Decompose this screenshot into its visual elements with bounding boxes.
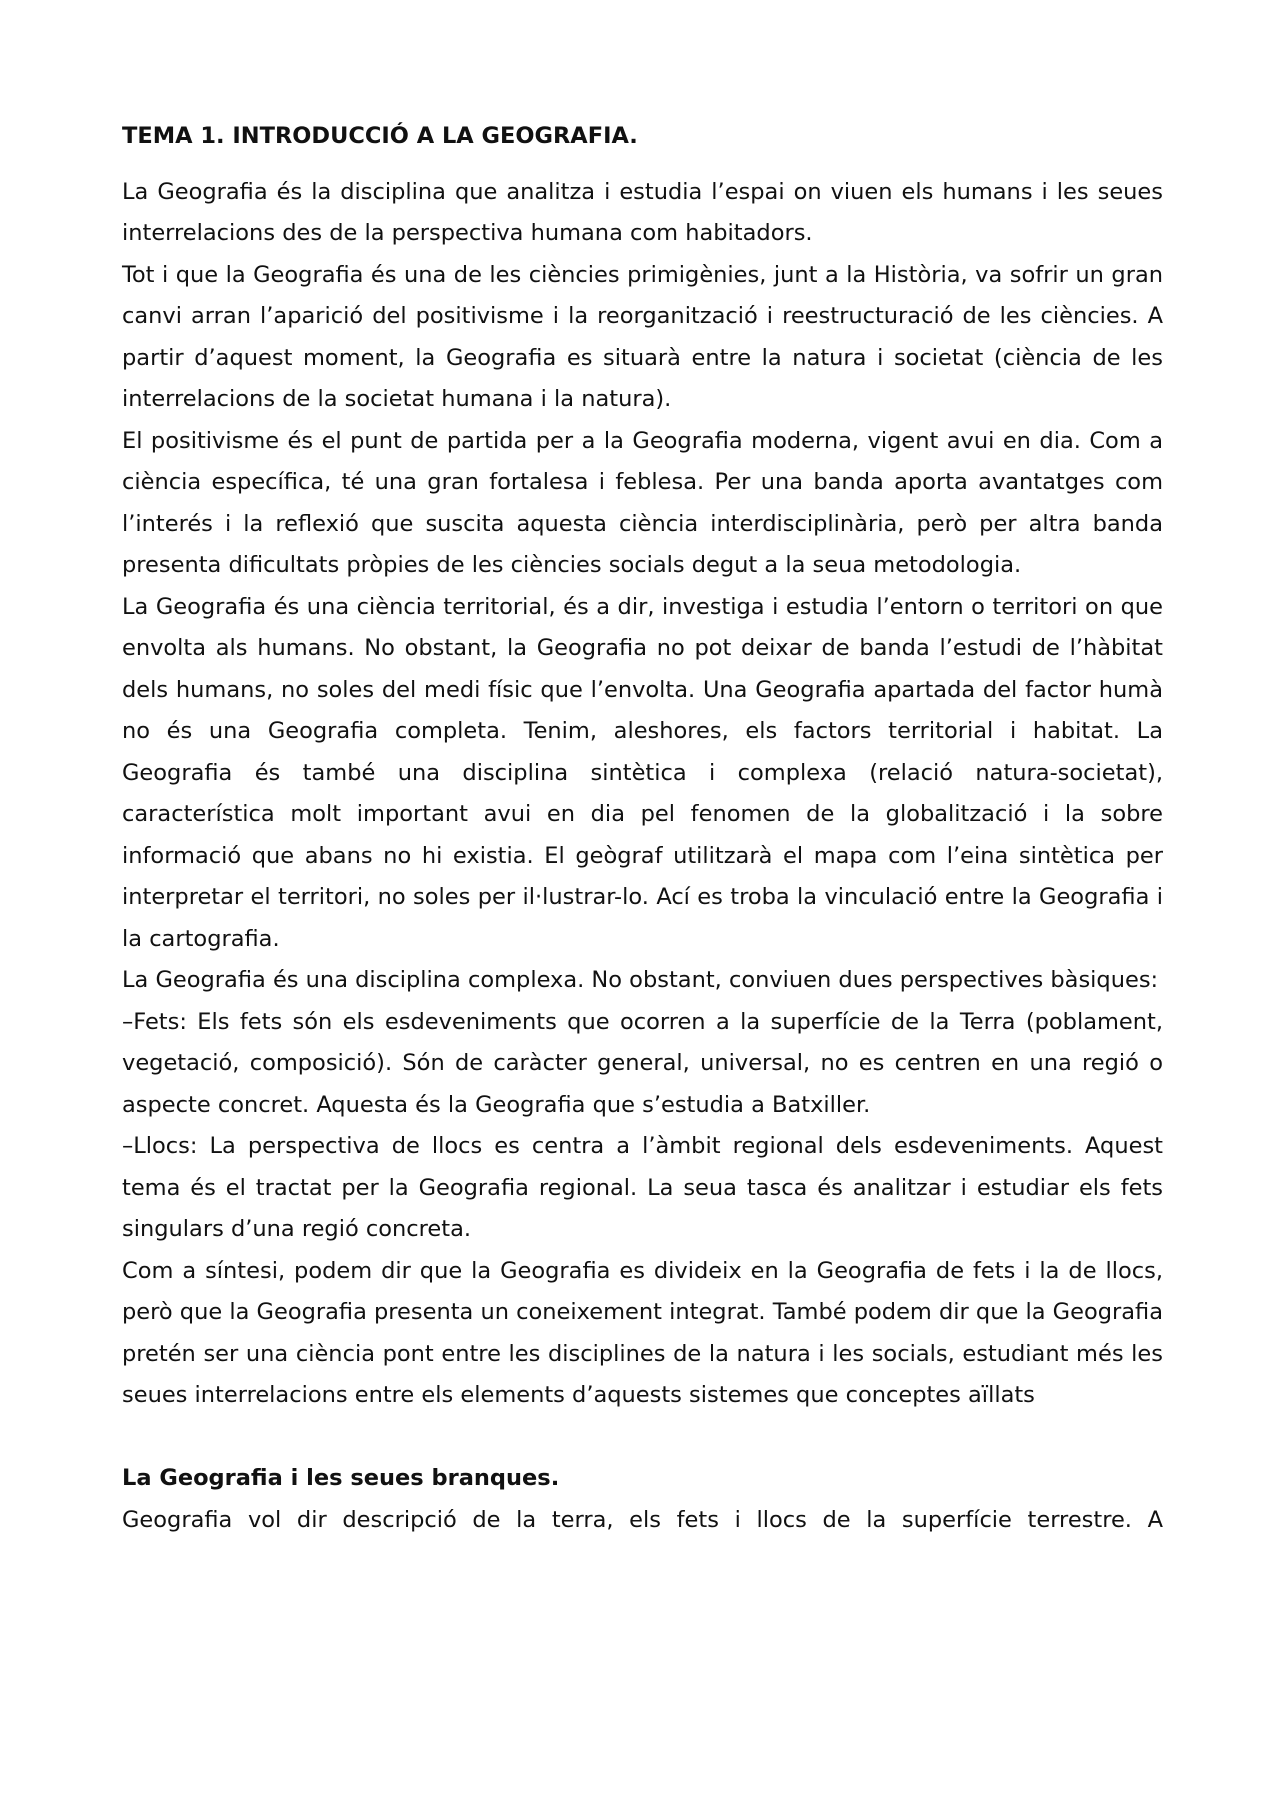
- paragraph-branches: Geografia vol dir descripció de la terra, els fets i llocs de la superfície terrestre. A: [122, 1506, 1163, 1533]
- section-subtitle: La Geografia i les seues branques.: [122, 1465, 560, 1491]
- paragraph-positivism: El positivisme és el punt de partida per a la Geografia moderna, vigent avui en dia. Com a ciència específica, té una gran fortalesa i feblesa. Per una banda aporta avantatges com l’interés i la reflexió que suscita aquesta ciència interdisciplinària, però per altra banda presenta dificultats pròpies de les ciències socials degut a la seua metodologia.: [122, 427, 1163, 578]
- paragraph-llocs: –Llocs: La perspectiva de llocs es centra a l’àmbit regional dels esdeveniments. Aquest tema és el tractat per la Geografia regional. La seua tasca és analitzar i estudiar els fets singulars d’una regió concreta.: [122, 1133, 1163, 1242]
- paragraph-fets: –Fets: Els fets són els esdeveniments que ocorren a la superfície de la Terra (poblament, vegetació, composició). Són de caràcter general, universal, no es centren en una regió o aspecte concret. Aquesta és la Geografia que s’estudia a Batxiller.: [122, 1008, 1163, 1118]
- paragraph-definition: La Geografia és la disciplina que analitza i estudia l’espai on viuen els humans i les seues interrelacions des de la perspectiva humana com habitadors.: [122, 178, 1163, 246]
- paragraph-history: Tot i que la Geografia és una de les ciències primigènies, junt a la Història, va sofrir un gran canvi arran l’aparició del positivisme i la reorganització i reestructuració de les ciències. A partir d’aquest moment, la Geografia es situarà entre la natura i societat (ciència de les interrelacions de la societat humana i la natura).: [122, 261, 1163, 412]
- paragraph-territorial: La Geografia és una ciència territorial, és a dir, investiga i estudia l’entorn o territori on que envolta als humans. No obstant, la Geografia no pot deixar de banda l’estudi de l’hàbitat dels humans, no soles del medi físic que l’envolta. Una Geografia apartada del factor humà no és una Geografia completa. Tenim, aleshores, els factors territorial i habitat. La Geografia és també una disciplina sintètica i complexa (relació natura-societat), característica molt important avui en dia pel fenomen de la globalització i la sobre informació que abans no hi existia. El geògraf utilitzarà el mapa com l’eina sintètica per interpretar el territori, no soles per il·lustrar-lo. Ací es troba la vinculació entre la Geografia i la cartografia.: [122, 593, 1163, 952]
- document-body: [122, 116, 1163, 1541]
- document-title: TEMA 1. INTRODUCCIÓ A LA GEOGRAFIA.: [122, 123, 638, 149]
- paragraph-synthesis: Com a síntesi, podem dir que la Geografia es divideix en la Geografia de fets i la de llocs, però que la Geografia presenta un coneixement integrat. També podem dir que la Geografia pretén ser una ciència pont entre les disciplines de la natura i les socials, estudiant més les seues interrelacions entre els elements d’aquests sistemes que conceptes aïllats: [122, 1257, 1163, 1408]
- paragraph-perspectives: La Geografia és una disciplina complexa. No obstant, conviuen dues perspectives bàsiques:: [122, 967, 1159, 993]
- section-spacer: [122, 1417, 1163, 1459]
